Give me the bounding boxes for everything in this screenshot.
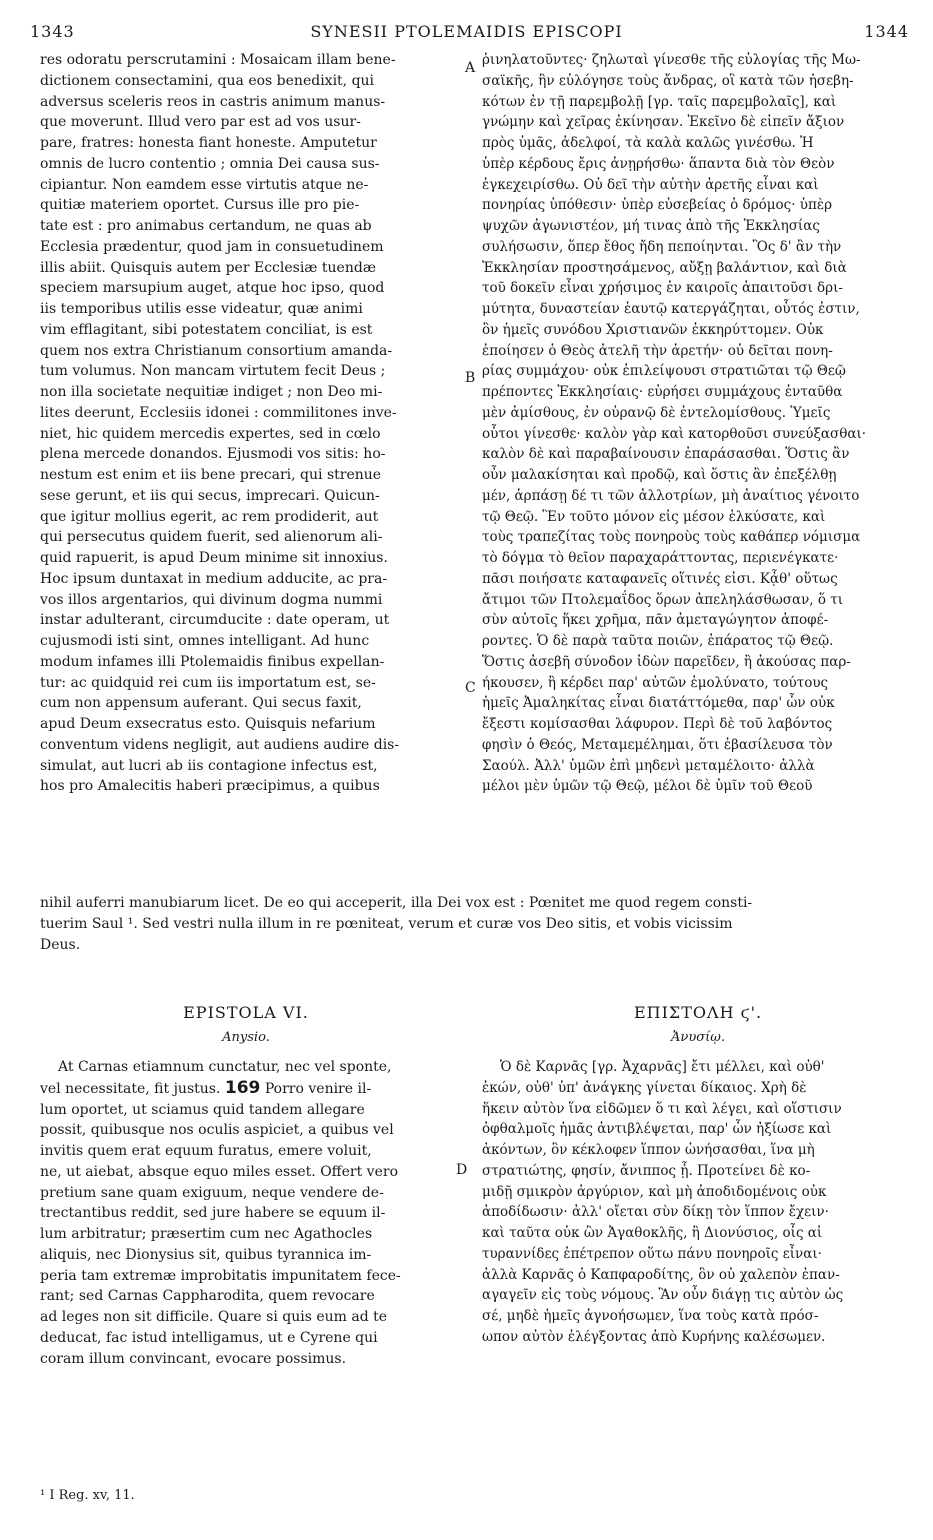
text-line: pretium sane quam exiguum, neque vendere de- xyxy=(40,1184,384,1201)
text-line: ῥινηλατοῦντες· ζηλωταὶ γίνεσθε τῆς εὐλογίας τῆς Μω- xyxy=(482,52,861,68)
text-line: ne, ut aiebat, absque equo miles esset. Offert vero xyxy=(40,1163,398,1180)
text-line: ὑπὲρ κέρδους ἔρις ἀνῃρήσθω· ἅπαντα διὰ τὸν Θεὸν xyxy=(482,155,835,172)
text-line: Σαούλ. Ἀλλ' ὑμῶν ἐπὶ μηδενὶ μεταμέλοιτο· ἀλλὰ xyxy=(482,757,815,774)
text-line: aliquis, nec Dionysius sit, quibus tyrannica im- xyxy=(40,1246,372,1263)
text-line: μύτητα, δυναστείαν ἑαυτῷ κατεργάζηται, οὗτός ἐστιν, xyxy=(482,301,860,317)
text-line: πονηρίας ὑπόθεσιν· ὑπὲρ εὐσεβείας ὁ δρόμος· ὑπὲρ xyxy=(482,197,833,214)
text-line: φησὶν ὁ Θεός, Μεταμεμέλημαι, ὅτι ἐβασίλευσα τὸν xyxy=(482,736,833,753)
text-line: cipiantur. Non eamdem esse virtutis atque ne- xyxy=(40,176,369,193)
text-line: coram illum convincant, evocare possimus. xyxy=(40,1350,347,1367)
page-number-right: 1344 xyxy=(864,22,909,41)
text-line: At Carnas etiamnum cunctatur, nec vel sponte, xyxy=(58,1059,392,1075)
running-title: SYNESII PTOLEMAIDIS EPISCOPI xyxy=(310,22,623,41)
full-width-text xyxy=(40,893,916,955)
latin-column-top xyxy=(40,50,460,797)
text-line: ἐγκεχειρίσθω. Οὐ δεῖ τὴν αὐτὴν ἀρετῆς εἶναι καὶ xyxy=(482,176,819,193)
text-line: trectantibus reddit, sed jure habere se equum il- xyxy=(40,1205,386,1222)
latin-column-bottom xyxy=(40,1057,452,1369)
text-line: κότων ἐν τῇ παρεμβολῇ [γρ. ταῖς παρεμβολαῖς], καὶ xyxy=(482,93,837,110)
text-line: lites deerunt, Ecclesiis idonei : commilitones inve- xyxy=(40,404,397,421)
text-line: ωπον αὐτὸν ἐλέγξοντας ἀπὸ Κυρήνης καλέσωμεν. xyxy=(482,1328,826,1345)
text-line: μιδῇ σμικρὸν ἀργύριον, καὶ μὴ ἀποδιδομένοις οὐκ xyxy=(482,1183,827,1200)
text-line: tur: ac quidquid rei cum iis importatum est, se- xyxy=(40,674,376,691)
margin-marker-b: B xyxy=(465,370,476,386)
text-line: hos pro Amalecitis haberi præcipimus, a quibus xyxy=(40,778,380,795)
text-line: sese gerunt, et iis qui secus, imprecari. Quicun- xyxy=(40,487,380,504)
text-line: illis abiit. Quisquis autem per Ecclesiæ tuendæ xyxy=(40,259,376,276)
page-number-left: 1343 xyxy=(30,22,75,41)
text-line: pare, fratres: honesta fiant honeste. Amputetur xyxy=(40,135,377,151)
text-line: ἐποίησεν ὁ Θεὸς ἀτελῆ τὴν ἀρετήν· οὐ δεῖται πονη- xyxy=(482,342,833,359)
text-line: non illa societate nequitiæ indiget ; non Deo mi- xyxy=(40,384,383,400)
text-line: ροντες. Ὁ δὲ παρὰ ταῦτα ποιῶν, ἐπάρατος τῷ Θεῷ. xyxy=(482,633,834,649)
text-line: συλήσωσιν, ὅπερ ἔθος ἤδη πεποίηνται. Ὃς δ' ἂν τὴν xyxy=(482,238,842,255)
text-line: instar adulterant, circumducite : date operam, ut xyxy=(40,612,390,629)
text-line: plena mercede donandos. Ejusmodi vos sitis: ho- xyxy=(40,446,386,463)
text-line: que igitur mollius egerit, ac rem prodiderit, aut xyxy=(40,508,379,525)
text-line xyxy=(40,1078,452,1100)
text-line: ρίας συμμάχου· οὐκ ἐπιλείψουσι στρατιῶται τῷ Θεῷ xyxy=(482,363,846,380)
text-line: quitiæ materiem oportet. Cursus ille pro pie- xyxy=(40,197,360,214)
text-line: invitis quem erat equum furatus, emere voluit, xyxy=(40,1143,372,1159)
text-line: Ὁ δὲ Καρνᾶς [γρ. Ἀχαρνᾶς] ἔτι μέλλει, καὶ οὐθ' xyxy=(500,1059,825,1075)
text-line: tate est : pro animabus certandum, ne quas ab xyxy=(40,218,372,234)
running-header xyxy=(20,22,913,46)
text-line: τοὺς τραπεζίτας τοὺς πονηροὺς τοὺς καθάπερ νόμισμα xyxy=(482,529,861,546)
text-line: que moverunt. Illud vero par est ad vos usur- xyxy=(40,114,361,131)
text-line: ἑκών, οὐθ' ὑπ' ἀνάγκης γίνεται δίκαιος. Χρὴ δὲ xyxy=(482,1079,807,1096)
text-line: modum infames illi Ptolemaidis finibus expellan- xyxy=(40,653,385,670)
text-line: ἀλλὰ Καρνᾶς ὁ Καπφαροδίτης, ὃν οὐ χαλεπὸν ἐπαν- xyxy=(482,1266,840,1283)
text-line: Deus. xyxy=(40,936,81,953)
text-line: Ὅστις ἀσεβῆ σύνοδον ἰδὼν παρεῖδεν, ἢ ἀκούσας παρ- xyxy=(482,653,851,670)
text-line: ad leges non sit difficile. Quare si quis eum ad te xyxy=(40,1309,388,1325)
text-line: Ἐκκλησίαν προστησάμενος, αὔξῃ βαλάντιον, καὶ διὰ xyxy=(482,259,847,276)
text-line: πρέποντες Ἐκκλησίαις· εὑρήσει συμμάχους ἐνταῦθα xyxy=(482,384,843,400)
text-line: μέλοι μὲν ὑμῶν τῷ Θεῷ, μέλοι δὲ ὑμῖν τοῦ Θεοῦ xyxy=(482,778,813,795)
text-line: Hoc ipsum duntaxat in medium adducite, ac pra- xyxy=(40,570,388,587)
text-line: στρατιώτης, φησίν, ἄνιππος ᾖ. Προτείνει δὲ κο- xyxy=(482,1162,811,1179)
greek-epistle-title: ΕΠΙΣΤΟΛΗ ϛ'. xyxy=(633,1003,763,1022)
text-line: Ecclesia prædentur, quod jam in consuetudinem xyxy=(40,238,384,255)
text-line: qui persecutus quidem fuerit, sed alienorum ali- xyxy=(40,529,383,546)
text-line: conventum videns negligit, aut audiens audire dis- xyxy=(40,736,400,753)
text-line: omnis de lucro contentio ; omnia Dei causa sus- xyxy=(40,155,380,172)
text-line: ἥκειν αὐτὸν ἵνα εἰδῶμεν ὅ τι καὶ λέγει, καὶ οἵστισιν xyxy=(482,1100,842,1117)
text-line: ήκουσεν, ἢ κέρδει παρ' αὐτῶν ἐμολύνατο, τούτους xyxy=(482,674,829,691)
text-line: οὖν μαλακίσηται καὶ προδῷ, καὶ ὅστις ἂν ἐπεξέλθῃ xyxy=(482,467,837,483)
text-line: οὗτοι γίνεσθε· καλὸν γὰρ καὶ κατορθοῦσι συνεύξασθαι· xyxy=(482,425,867,442)
text-line: τῷ Θεῷ. Ἓν τοῦτο μόνον εἰς μέσον ἑλκύσατε, καὶ xyxy=(482,508,826,525)
text-line: ἄτιμοι τῶν Πτολεμαΐδος ὅρων ἀπεληλάσθωσαν, ὅ τι xyxy=(482,591,844,608)
text-line: σαϊκῆς, ἣν εὐλόγησε τοὺς ἄνδρας, οἳ κατὰ τῶν ἠσεβη- xyxy=(482,72,854,89)
text-line: αγαγεῖν εἰς τοὺς νόμους. Ἂν οὖν διάγῃ τις αὐτὸν ὡς xyxy=(482,1287,844,1304)
text-line: ὀφθαλμοῖς ἡμᾶς ἀντιβλέψεται, παρ' ὧν ἠξίωσε καὶ xyxy=(482,1121,832,1138)
text-line: ψυχῶν ἀγωνιστέον, μή τινας ἀπὸ τῆς Ἐκκλησίας xyxy=(482,218,820,234)
greek-column-top xyxy=(482,50,914,797)
footnote: ¹ I Reg. xv, 11. xyxy=(40,1488,135,1503)
text-line: γνώμην καὶ χεῖρας ἐκίνησαν. Ἐκεῖνο δὲ εἰπεῖν ἄξιον xyxy=(482,114,845,131)
greek-column-bottom xyxy=(482,1057,914,1348)
text-line: dictionem consectamini, qua eos benedixit, qui xyxy=(40,72,375,89)
text-fragment: Porro venire il- xyxy=(264,1080,372,1097)
text-line: cujusmodi isti sint, omnes intelligant. Ad hunc xyxy=(40,633,370,649)
column-number-marker: 169 xyxy=(224,1077,261,1098)
text-line: τυραννίδες ἐπέτρεπον οὕτω πάνυ πονηροῖς εἶναι· xyxy=(482,1245,822,1262)
text-line: πᾶσι ποιήσατε καταφανεῖς οἵτινές εἰσι. Κᾆθ' οὕτως xyxy=(482,570,838,587)
text-line: niet, hic quidem mercedis expertes, sed in cœlo xyxy=(40,425,381,442)
margin-marker-d: D xyxy=(456,1162,468,1178)
text-line: τοῦ δοκεῖν εἶναι χρήσιμος ἐν καιροῖς ἀπαιτοῦσι δρι- xyxy=(482,280,843,297)
text-line: σὺν αὐτοῖς ἥκει χρῆμα, πᾶν ἀμεταγώγητον ἀποφέ- xyxy=(482,612,829,629)
margin-marker-a: A xyxy=(465,60,476,76)
text-line: lum oportet, ut sciamus quid tandem allegare xyxy=(40,1101,365,1118)
text-line: quid rapuerit, is apud Deum minime sit innoxius. xyxy=(40,550,388,566)
text-line: simulat, aut lucri ab iis contagione infectus est, xyxy=(40,757,378,774)
text-line: ἡμεῖς Ἀμαληκίτας εἶναι διατάττόμεθα, παρ' ὧν οὐκ xyxy=(482,695,835,712)
greek-epistle-recipient: Ἀνυσίῳ. xyxy=(671,1030,725,1045)
text-line: μέν, ἁρπάσῃ δέ τι τῶν ἀλλοτρίων, μὴ ἀναίτιος γένοιτο xyxy=(482,487,860,504)
text-line: τὸ δόγμα τὸ θεῖον παραχαράττοντας, περιενέγκατε· xyxy=(482,550,839,566)
text-line: tum volumus. Non mancam virtutem fecit Deus ; xyxy=(40,363,386,380)
text-line: quem nos extra Christianum consortium amanda- xyxy=(40,342,393,359)
text-line: καλὸν δὲ καὶ παραβαίνουσιν ἐπαράσασθαι. Ὅστις ἂν xyxy=(482,446,850,463)
text-line: vos illos argentarios, qui divinum dogma nummi xyxy=(40,591,383,608)
text-line: res odoratu perscrutamini : Mosaicam illam bene- xyxy=(40,52,396,68)
text-line: lum arbitratur; præsertim cum nec Agathocles xyxy=(40,1226,373,1242)
text-line: adversus sceleris reos in castris animum manus- xyxy=(40,93,386,110)
text-line: nihil auferri manubiarum licet. De eo qui acceperit, illa Dei vox est : Pœnitet me quod regem consti- xyxy=(40,895,753,911)
text-line: deducat, fac istud intelligamus, ut e Cyrene qui xyxy=(40,1329,378,1346)
text-line: peria tam extremæ improbitatis impunitatem fece- xyxy=(40,1267,401,1284)
text-line: possit, quibusque nos oculis aspiciet, a quibus vel xyxy=(40,1122,394,1139)
latin-bottom-rest xyxy=(40,1100,452,1370)
margin-marker-c: C xyxy=(465,680,476,696)
text-line: apud Deum exsecratus esto. Quisquis nefarium xyxy=(40,716,376,732)
text-line: ὃν ἡμεῖς συνόδου Χριστιανῶν ἐκκηρύττομεν. Οὐκ xyxy=(482,321,824,338)
text-line: cum non appensum auferant. Qui secus faxit, xyxy=(40,695,362,712)
latin-epistle-recipient: Anysio. xyxy=(222,1030,270,1045)
text-line: ἔξεστι κομίσασθαι λάφυρον. Περὶ δὲ τοῦ λαβόντος xyxy=(482,716,833,732)
text-line: nestum est enim et iis bene precari, qui strenue xyxy=(40,467,382,483)
text-line: μὲν ἀμίσθους, ἐν οὐρανῷ δὲ ἐντελομίσθους. Ὑμεῖς xyxy=(482,404,831,421)
text-fragment: vel necessitate, fit justus. xyxy=(40,1080,221,1097)
text-line: rant; sed Carnas Cappharodita, quem revocare xyxy=(40,1288,375,1305)
text-line: vim efflagitant, sibi potestatem conciliat, is est xyxy=(40,321,373,338)
text-line: πρὸς ὑμᾶς, ἀδελφοί, τὰ καλὰ καλῶς γινέσθω. Ἡ xyxy=(482,135,814,151)
text-line: σέ, μηδὲ ἡμεῖς ἀγνοήσωμεν, ἵνα τοὺς κατὰ πρόσ- xyxy=(482,1308,819,1324)
text-line: ἀκόντων, ὃν κέκλοφεν ἵππον ὠνήσασθαι, ἵνα μὴ xyxy=(482,1142,815,1158)
text-line: iis temporibus utilis esse videatur, quæ animi xyxy=(40,301,363,317)
text-line: ἀποδίδωσιν· ἀλλ' οἴεται σὺν δίκῃ τὸν ἵππον ἔχειν· xyxy=(482,1204,829,1221)
text-line: tuerim Saul ¹. Sed vestri nulla illum in re pœniteat, verum et curæ vos Deo sitis, et vobis vicissim xyxy=(40,915,733,932)
latin-epistle-title: EPISTOLA VI. xyxy=(183,1003,309,1022)
text-line: καὶ ταῦτα οὐκ ὢν Ἀγαθοκλῆς, ἢ Διονύσιος, οἷς αἱ xyxy=(482,1225,823,1241)
text-line: speciem marsupium auget, atque hoc ipso, quod xyxy=(40,280,385,297)
